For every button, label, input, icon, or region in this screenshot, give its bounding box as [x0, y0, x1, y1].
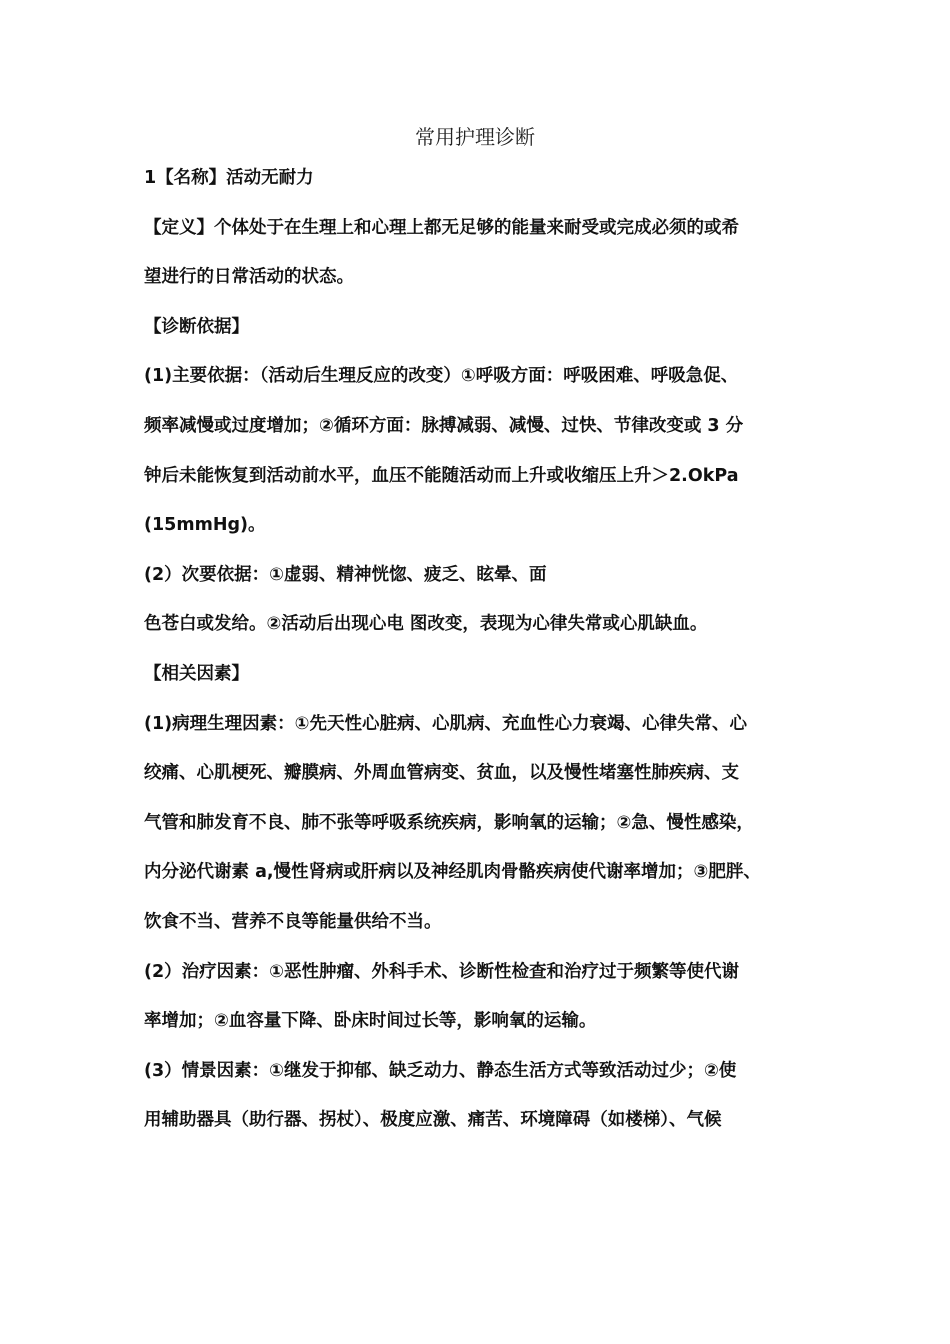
document-title: 常用护理诊断	[415, 125, 535, 149]
paragraph-line: (15mmHg)。	[144, 515, 266, 536]
paragraph-line: (1)病理生理因素：①先天性心脏病、心肌病、充血性心力衰竭、心律失常、心	[144, 713, 747, 734]
definition-line: 【定义】个体处于在生理上和心理上都无足够的能量来耐受或完成必须的或希	[144, 217, 739, 238]
section-heading-factors: 【相关因素】	[144, 663, 249, 684]
paragraph-line: (2）治疗因素：①恶性肿瘤、外科手术、诊断性检查和治疗过于频繁等使代谢	[144, 961, 739, 982]
paragraph-line: 频率减慢或过度增加；②循环方面：脉搏减弱、减慢、过快、节律改变或 3 分	[144, 415, 744, 436]
paragraph-line: 率增加；②血容量下降、卧床时间过长等，影响氧的运输。	[144, 1011, 597, 1032]
paragraph-line: 绞痛、心肌梗死、瓣膜病、外周血管病变、贫血，以及慢性堵塞性肺疾病、支	[144, 763, 739, 784]
document-body	[144, 154, 814, 1146]
paragraph-line: 用辅助器具（助行器、拐杖）、极度应激、痛苦、环境障碍（如楼梯）、气候	[144, 1110, 722, 1131]
definition-line: 望进行的日常活动的状态。	[144, 267, 354, 288]
paragraph-line: (1)主要依据：（活动后生理反应的改变）①呼吸方面：呼吸困难、呼吸急促、	[144, 366, 739, 387]
section-heading-diagnosis: 【诊断依据】	[144, 316, 249, 337]
section-heading-name: 1【名称】活动无耐力	[144, 168, 314, 188]
paragraph-line: 内分泌代谢素 a,慢性肾病或肝病以及神经肌肉骨骼疾病使代谢率增加；③肥胖、	[144, 862, 761, 883]
paragraph-line: 钟后未能恢复到活动前水平，血压不能随活动而上升或收缩压上升＞2.OkPa	[144, 465, 739, 486]
paragraph-line: 气管和肺发育不良、肺不张等呼吸系统疾病，影响氧的运输；②急、慢性感染，	[144, 812, 754, 833]
paragraph-line: 饮食不当、营养不良等能量供给不当。	[144, 911, 442, 932]
paragraph-line: (2）次要依据：①虚弱、精神恍惚、疲乏、眩晕、面	[144, 564, 547, 585]
paragraph-line: (3）情景因素：①继发于抑郁、缺乏动力、静态生活方式等致活动过少；②使	[144, 1060, 737, 1081]
paragraph-line: 色苍白或发给。②活动后出现心电 图改变，表现为心律失常或心肌缺血。	[144, 614, 708, 635]
